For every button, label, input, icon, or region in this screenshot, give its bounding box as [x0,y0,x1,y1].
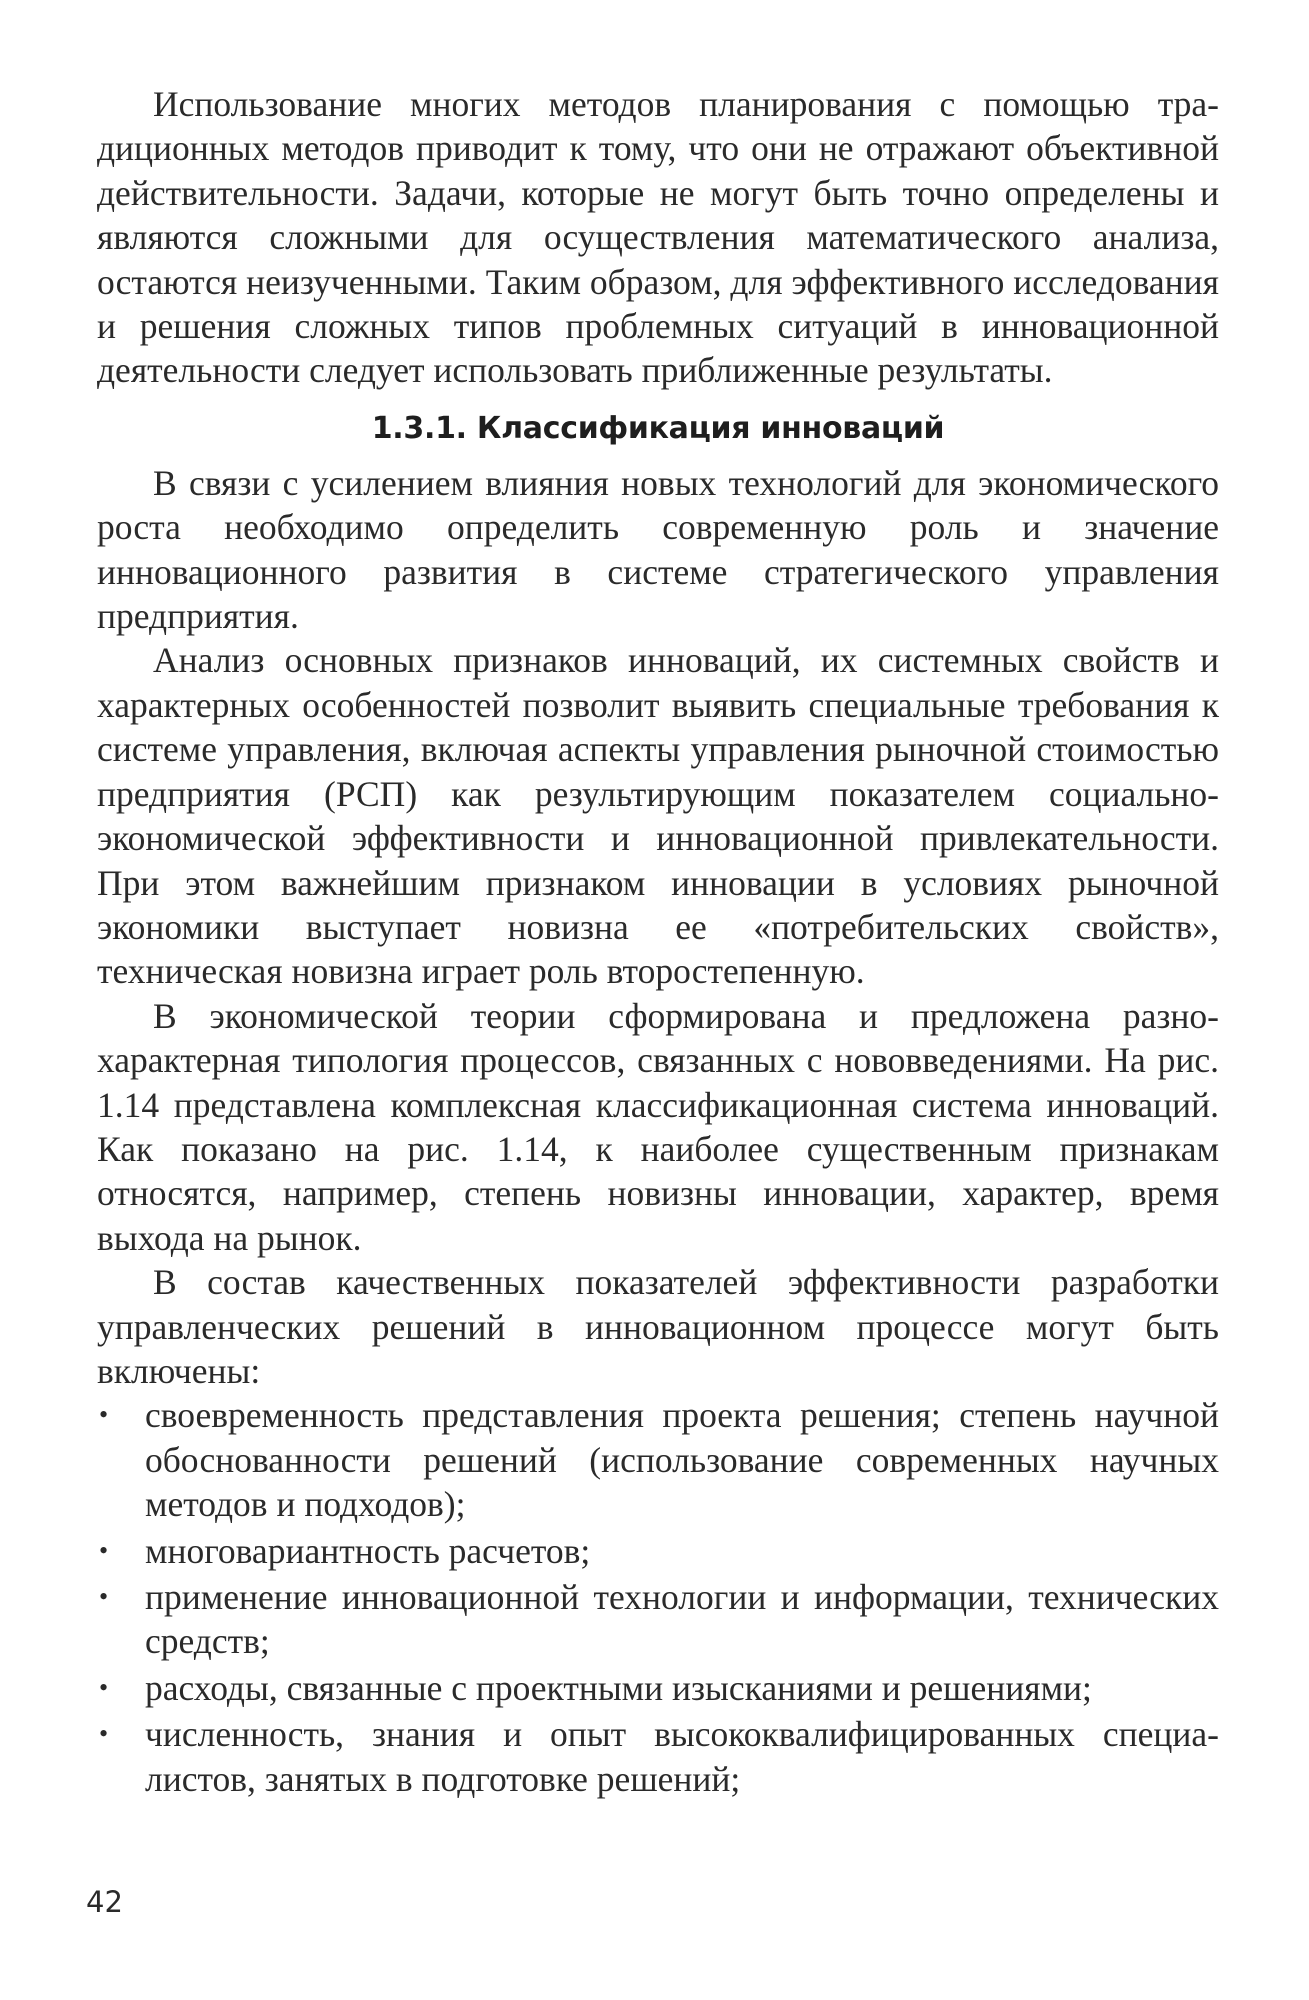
list-item-text: своевременность представления проекта решения; степень научной обоснованности решений (использование современных научных методов и подходов); [145,1395,1219,1525]
bullet-icon: • [99,1719,109,1749]
paragraph: В связи с усилением влияния новых технологий для экономического роста необходимо определить современную роль и значение инновационного развития в системе стратегического управления предприятия. [97,462,1219,637]
paragraph: В состав качественных показателей эффективности разработки управленческих решений в инновационном процессе могут быть включены: [97,1262,1219,1391]
paragraph: Анализ основных признаков инноваций, их системных свойств и характерных особенностей позволит выявить специальные требования к системе управления, включая аспекты управления рыночной стоимостью предприятия (РСП) как результирующим показателем социально-экономической эффективности и инновационной привлекательности. При этом важнейшим признаком инновации в условиях рыночной экономики выступает новизна ее «потребительских свойств», техническая новизна играет роль второстепенную. [97,640,1219,992]
paragraph: В экономической теории сформирована и предложена разнохарактерная типология процессов, связанных с нововведениями. На рис. 1.14 представлена комплексная классификационная система инноваций. Как показано на рис. 1.14, к наиболее существенным признакам относятся, например, степень новизны инновации, характер, время выхода на рынок. [97,995,1219,1258]
bullet-icon: • [99,1535,109,1565]
list-item [97,1529,1219,1573]
page-body [97,82,1219,1803]
bullet-list [97,1393,1219,1801]
list-item-text: многовариантность расчетов; [145,1530,591,1571]
list-item [97,1393,1219,1526]
page-number: 42 [86,1885,123,1919]
list-item [97,1666,1219,1710]
list-item-text: численность, знания и опыт высококвалифицированных специалистов, занятых в подготовке решений; [145,1714,1219,1799]
list-item [97,1575,1219,1664]
section-heading: 1.3.1. Классификация инноваций [371,410,945,446]
bullet-icon: • [99,1400,109,1430]
list-item [97,1712,1219,1801]
list-item-text: расходы, связанные с проектными изысканиями и решениями; [145,1667,1092,1708]
intro-paragraph: Использование многих методов планирования с помощью традиционных методов приводит к тому, что они не отражают объективной действительности. Задачи, которые не могут быть точно определены и являются сложными для осуществления математического анализа, остаются неизученными. Таким образом, для эффективного исследования и решения сложных типов проблемных ситуаций в инновационной деятельности следует использовать приближенные результаты. [97,84,1219,391]
bullet-icon: • [99,1672,109,1702]
bullet-icon: • [99,1582,109,1611]
list-item-text: применение инновационной технологии и информации, технических средств; [145,1577,1219,1662]
